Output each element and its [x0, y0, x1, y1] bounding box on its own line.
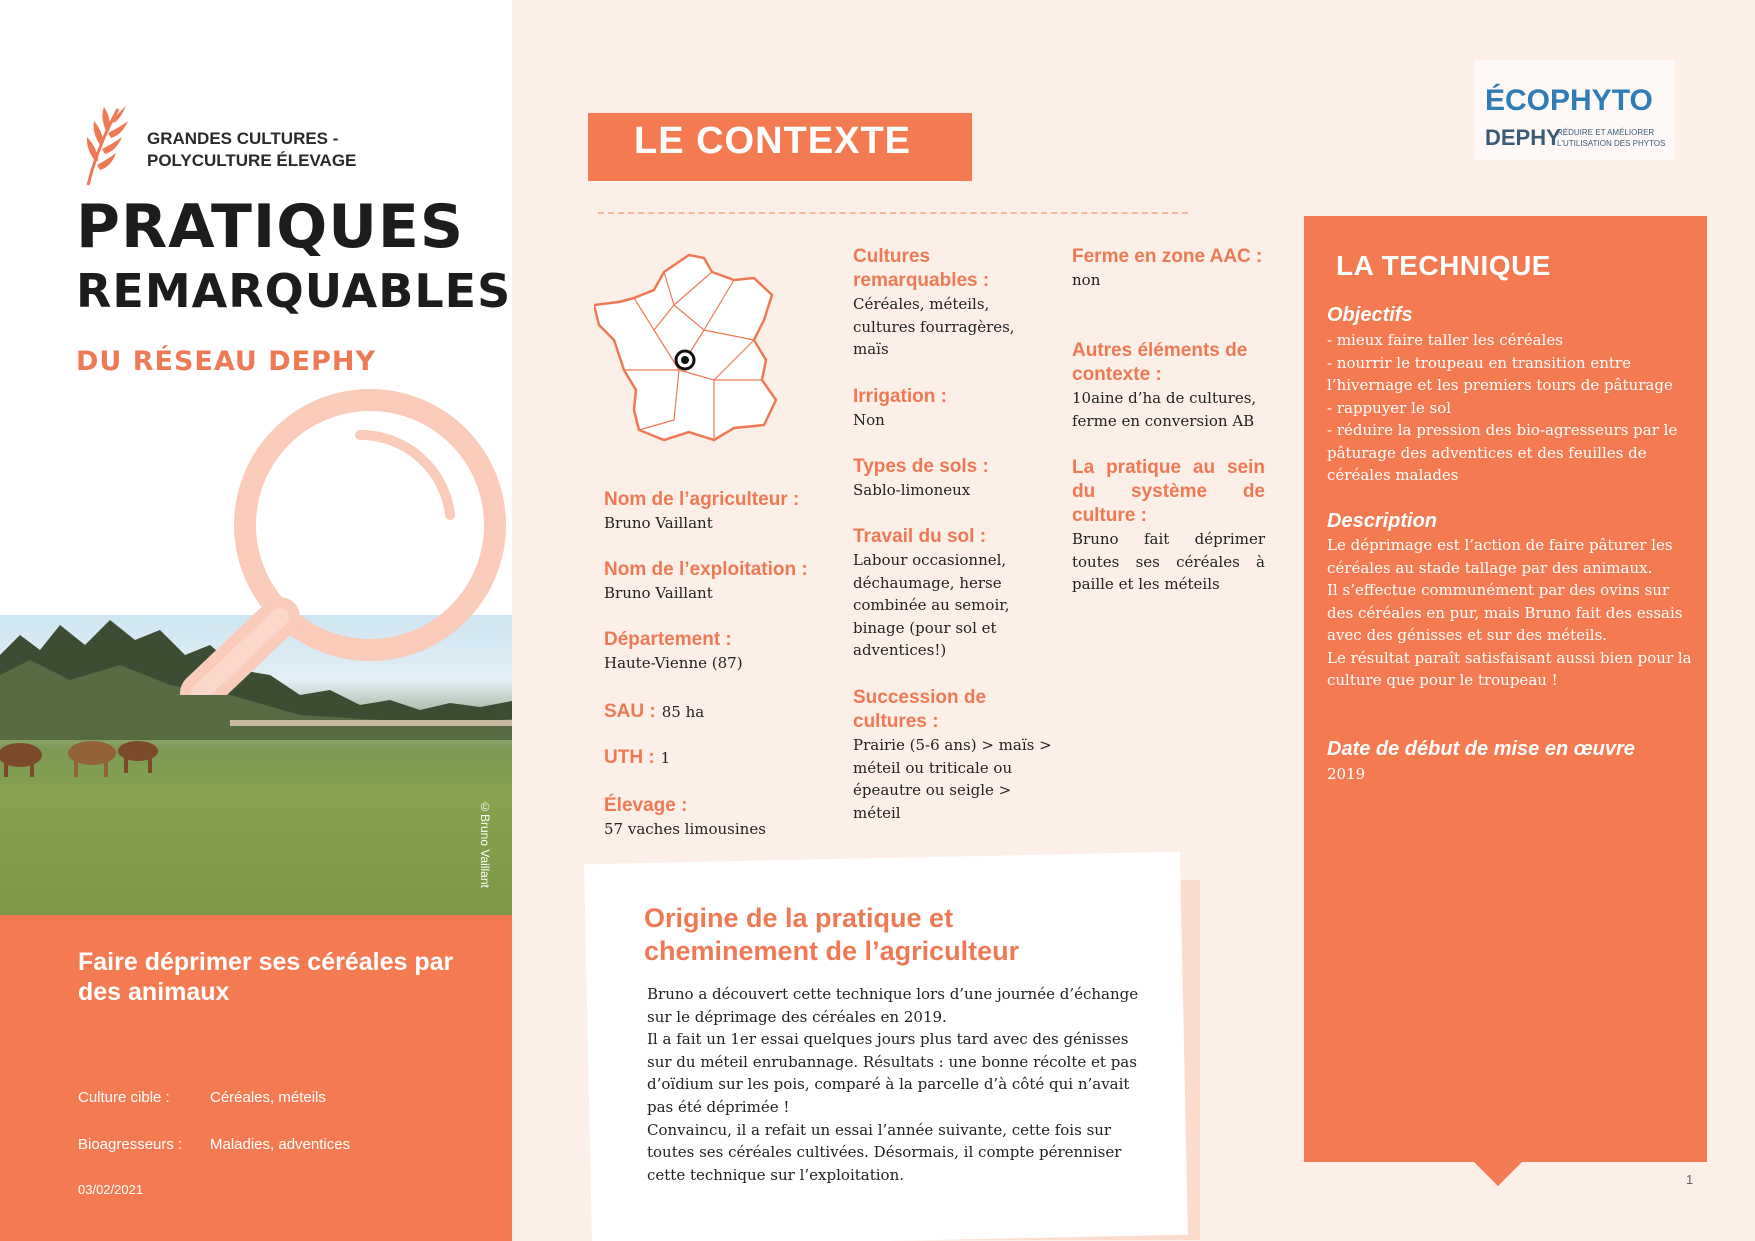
objectives-heading: Objectifs — [1327, 304, 1413, 326]
technique-pointer — [1474, 1162, 1522, 1186]
culture-cible-row: Culture cible : Céréales, méteils — [78, 1089, 326, 1106]
cultures-field: Cultures remarquables : Céréales, méteils, cultures fourragères, maïs — [853, 246, 1015, 358]
practice-within-system-field: La pratique au sein du système de culture : Bruno fait déprimer toutes ses céréales à paille et les méteils — [1072, 457, 1265, 593]
origin-text: Bruno a découvert cette technique lors d’une journée d’échange sur le déprimage des céréales en 2019. Il a fait un 1er essai quelques jours plus tard avec des génisses sur du méteil enrubannage. Résultats : une bonne récolte et pas d’oïdium sur les pois, comparé à la parcelle d’à côté qui n’avait pas été déprimée ! Convaincu, il a refait un essai l’année suivante, cette fois sur toutes ses céréales cultivées. Désormais, il compte pérenniser cette technique sur l’exploitation. — [647, 985, 1139, 1184]
page-subtitle: DU RÉSEAU DEPHY — [76, 346, 377, 377]
dashed-divider — [598, 212, 1188, 214]
publication-date: 03/02/2021 — [78, 1182, 144, 1197]
svg-text:L'UTILISATION DES PHYTOS: L'UTILISATION DES PHYTOS — [1557, 139, 1666, 148]
objectives-list — [1327, 329, 1697, 487]
svg-text:DEPHY: DEPHY — [1485, 125, 1561, 150]
department-field: Département : Haute-Vienne (87) — [604, 629, 743, 672]
objective-item: - nourrir le troupeau en transition entre l’hivernage et les premiers tours de pâturage — [1327, 353, 1673, 394]
practice-title: Faire déprimer ses céréales par des animaux — [78, 948, 454, 1006]
aac-field: Ferme en zone AAC : non — [1072, 246, 1263, 289]
objective-item: - rappuyer le sol — [1327, 398, 1452, 417]
technique-title: LA TECHNIQUE — [1336, 250, 1551, 281]
other-context-field: Autres éléments de contexte : 10aine d’ha de cultures, ferme en conversion AB — [1072, 340, 1257, 430]
farmer-name-field: Nom de l’agriculteur : Bruno Vaillant — [604, 489, 800, 532]
page-number: 1 — [1686, 1172, 1694, 1187]
svg-text:ÉCOPHYTO: ÉCOPHYTO — [1485, 84, 1653, 117]
uth-field: UTH : 1 — [604, 747, 671, 768]
objective-item: - mieux faire taller les céréales — [1327, 331, 1563, 349]
photo-credit: ©Bruno Vaillant — [478, 800, 492, 888]
svg-text:RÉDUIRE ET AMÉLIORER: RÉDUIRE ET AMÉLIORER — [1557, 128, 1655, 137]
description-text: Le déprimage est l’action de faire pâturer les céréales au stade tallage par des animaux. Il s’effectue communément par des ovins sur des céréales en pur, mais Bruno fait des essais avec des génisses et sur des méteils. Le résultat paraît satisfaisant aussi bien pour la culture que pour le troupeau ! — [1327, 536, 1692, 689]
page-title-line2: REMARQUABLES — [76, 264, 512, 318]
bioagresseurs-row: Bioagresseurs : Maladies, adventices — [78, 1136, 351, 1153]
irrigation-field: Irrigation : Non — [853, 386, 947, 429]
context-title: LE CONTEXTE — [634, 120, 912, 162]
left-panel — [0, 0, 512, 1241]
soil-type-field: Types de sols : Sablo-limoneux — [853, 456, 989, 499]
category-label: GRANDES CULTURES - POLYCULTURE ÉLEVAGE — [147, 129, 357, 170]
wheat-icon — [78, 105, 130, 187]
elevage-field: Élevage : 57 vaches limousines — [604, 795, 766, 838]
origin-title: Origine de la pratique et cheminement de l’agriculteur — [644, 903, 1020, 966]
succession-field: Succession de cultures : Prairie (5-6 ans) > maïs > méteil ou triticale ou épeautre ou seigle > méteil — [853, 687, 1052, 822]
start-date-heading: Date de début de mise en œuvre — [1327, 738, 1635, 760]
objective-item: - réduire la pression des bio-agresseurs par le pâturage des adventices et des feuilles de céréales malades — [1327, 421, 1678, 484]
page-title-line1: PRATIQUES — [76, 192, 465, 262]
magnifier-icon — [150, 375, 512, 695]
sau-field: SAU : 85 ha — [604, 701, 705, 722]
start-date-value: 2019 — [1327, 765, 1366, 783]
farm-name-field: Nom de l’exploitation : Bruno Vaillant — [604, 559, 808, 602]
france-map-icon — [594, 250, 796, 450]
description-heading: Description — [1327, 510, 1438, 532]
ecophyto-logo — [1475, 60, 1675, 160]
tillage-field: Travail du sol : Labour occasionnel, déchaumage, herse combinée au semoir, binage (pour sol et adventices!) — [853, 526, 1010, 659]
